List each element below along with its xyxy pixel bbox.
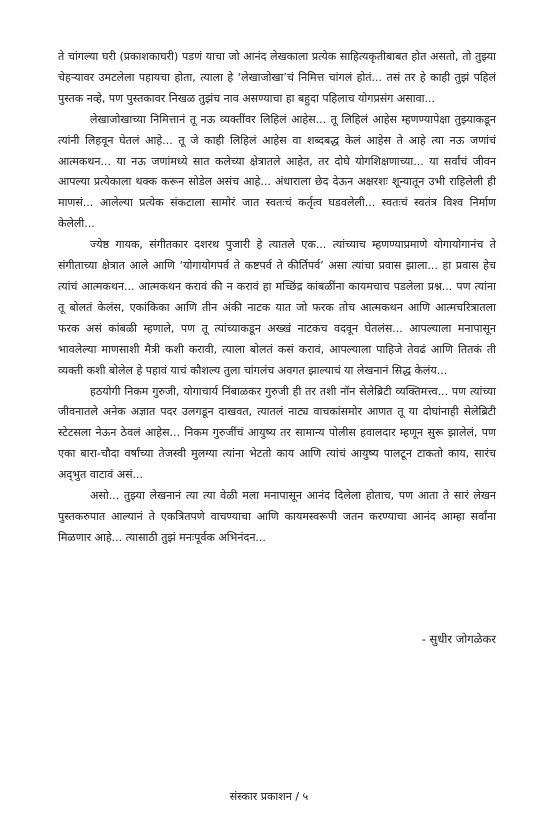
- paragraph-1: ते चांगल्या घरी (प्रकाशकाघरी) पडणं याचा जो आनंद लेखकाला प्रत्येक साहित्यकृतीबाबत होत असतो, तो तुझ्या चेहऱ्यावर उमटलेला पहायचा होता, त्याला हे ‘लेखाजोखा’चं निमित्त चांगलं होतं... तसं तर हे काही तुझं पहिलं पुस्तक नव्हे, पण पुस्तकावर निखळ तुझंच नाव असण्याचा हा बहुदा पहिलाच योगप्रसंग असावा...: [58, 50, 496, 105]
- paragraph-2: लेखाजोखाच्या निमित्तानं तू नऊ व्यक्तींवर लिहिलं आहेस... तू लिहिलं आहेस म्हणण्यापेक्षा तुझ्याकडून त्यांनी लिहवून घेतलं आहे... तू जे काही लिहिलं आहेस वा शब्दबद्ध केलं आहेस ते आहे त्या नऊ जणांचं आत्मकथन... या नऊ जणांमध्ये सात कलेच्या क्षेत्रातले आहेत, तर दोघे योगशिक्षणाच्या... या सर्वांचं जीवन आपल्या प्रत्येकाला थक्क करून सोडेल असंच आहे... अंधाराला छेद देऊन अक्षरशः शून्यातून उभी राहिलेली ही माणसं... आलेल्या प्रत्येक संकटाला सामोरं जात स्वतःचं कर्तृत्व घडवलेली... स्वतःचं स्वतंत्र विश्व निर्माण केलेली...: [58, 112, 496, 231]
- author-signature: - सुधीर जोगळेकर: [421, 632, 496, 646]
- paragraph-5: असो... तुझ्या लेखनानं त्या त्या वेळी मला मनापासून आनंद दिलेला होताच, पण आता ते सारं लेखन पुस्तकरुपात आल्यानं ते एकत्रितपणे वाचण्याचा आणि कायमस्वरूपी जतन करण्याचा आनंद आम्हा सर्वांना मिळणार आहे... त्यासाठी तुझं मनःपूर्वक अभिनंदन...: [58, 489, 496, 544]
- paragraph-3: ज्येष्ठ गायक, संगीतकार दशरथ पुजारी हे त्यातले एक... त्यांच्याच म्हणण्याप्रमाणे योगायोगानंच ते संगीताच्या क्षेत्रात आले आणि ‘योगायोगपर्व ते कष्टपर्व ते कीर्तिपर्व’ असा त्यांचा प्रवास झाला... हा प्रवास हेच त्यांचं आत्मकथन... आत्मकथन करावं की न करावं हा मच्छिंद्र कांबळींना कायमचाच पडलेला प्रश्न... पण त्यांना तू बोलतं केलंस, एकांकिका आणि तीन अंकी नाटक यात जो फरक तोच आत्मकथन आणि आत्मचरित्रातला फरक असं कांबळी म्हणाले, पण तू त्यांच्याकडून अख्खं नाटकच वदवून घेतलंस... आपल्याला मनापासून भावलेल्या माणसाशी मैत्री कशी करावी, त्याला बोलतं कसं करावं, आपल्याला पाहिजे तेवढं आणि तितकं ती व्यक्ती कशी बोलेल हे पहावं याचं कौशल्य तुला चांगलंच अवगत झाल्याचं या लेखनानं सिद्ध केलंय...: [58, 238, 496, 377]
- document-body: [58, 47, 496, 549]
- paragraph-4: हठयोगी निकम गुरुजी, योगाचार्य निंबाळकर गुरुजी ही तर तशी नॉन सेलेब्रिटी व्यक्तिमत्त्व... पण त्यांच्या जीवनातले अनेक अज्ञात पदर उलगडून दाखवत, त्यातलं नाट्य वाचकांसमोर आणत तू या दोघांनाही सेलेब्रिटी स्टेटसला नेऊन ठेवलं आहेस... निकम गुरुजींचं आयुष्य तर सामान्य पोलीस हवालदार म्हणून सुरू झालेलं, पण एका बारा-चौदा वर्षांच्या तेजस्वी मुलग्या त्यांना भेटतो काय आणि त्यांचं आयुष्य पालटून टाकतो काय, सारंच अद्‌भुत वाटावं असं...: [58, 384, 496, 482]
- page-footer: संस्कार प्रकाशन / ५: [229, 790, 309, 803]
